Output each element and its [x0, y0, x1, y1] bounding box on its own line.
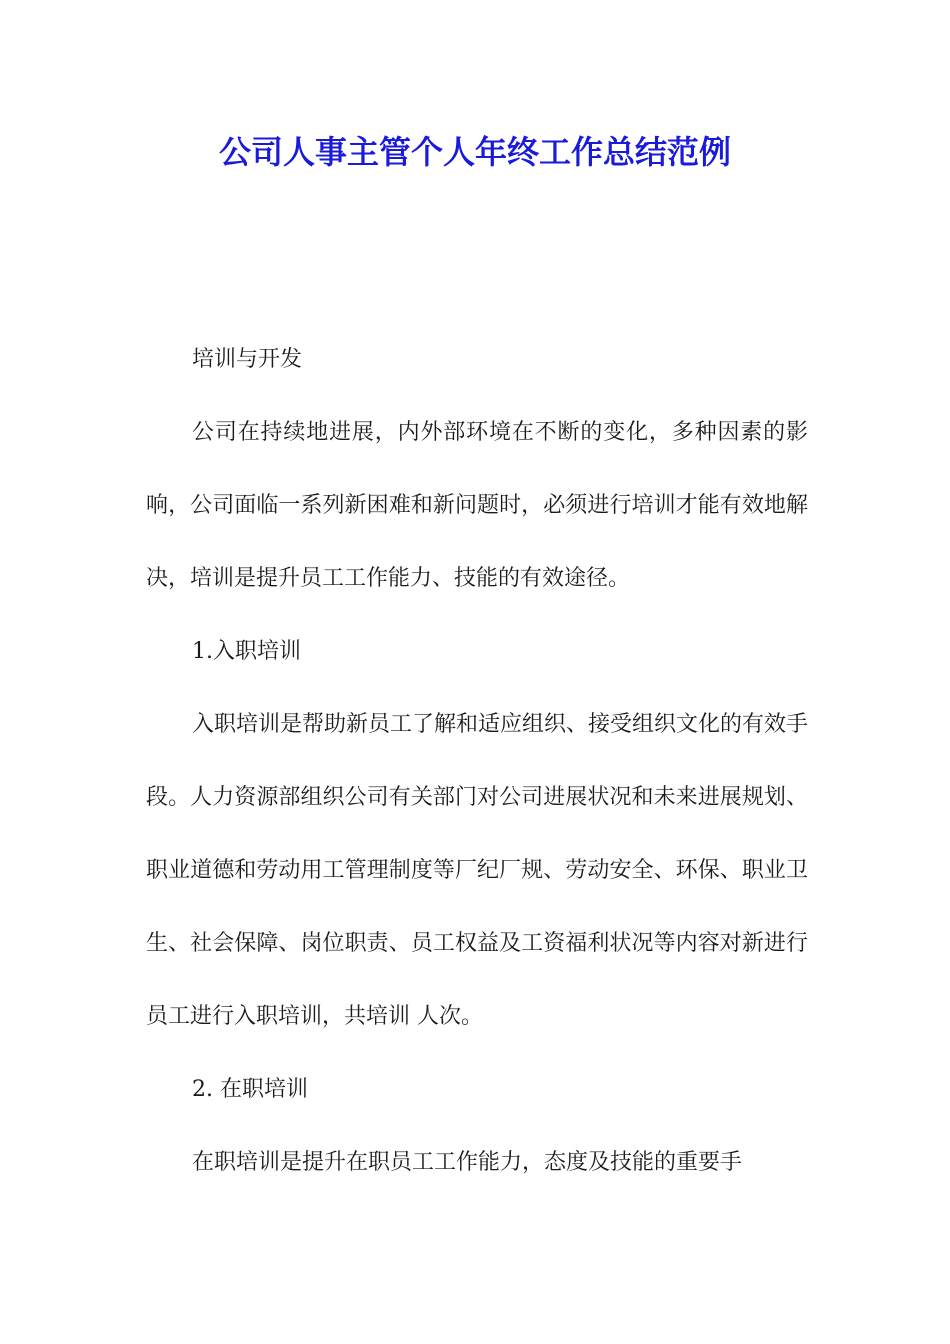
section-heading-onboarding: 1.入职培训	[192, 639, 301, 664]
document-title: 公司人事主管个人年终工作总结范例	[218, 133, 731, 171]
section-heading-onjob: 2. 在职培训	[192, 1077, 308, 1102]
document-body	[146, 323, 808, 1199]
section-heading-training: 培训与开发	[192, 347, 303, 372]
section-paragraph-onjob: 在职培训是提升在职员工工作能力，态度及技能的重要手	[192, 1150, 743, 1175]
section-paragraph-onboarding: 入职培训是帮助新员工了解和适应组织、接受组织文化的有效手段。人力资源部组织公司有关部门对公司进展状况和未来进展规划、职业道德和劳动用工管理制度等厂纪厂规、劳动安全、环保、职业卫生、社会保障、岗位职责、员工权益及工资福利状况等内容对新进行员工进行入职培训，共培训 人次。	[146, 712, 809, 1029]
section-paragraph-training: 公司在持续地进展，内外部环境在不断的变化，多种因素的影响，公司面临一系列新困难和新问题时，必须进行培训才能有效地解决，培训是提升员工工作能力、技能的有效途径。	[146, 420, 808, 591]
